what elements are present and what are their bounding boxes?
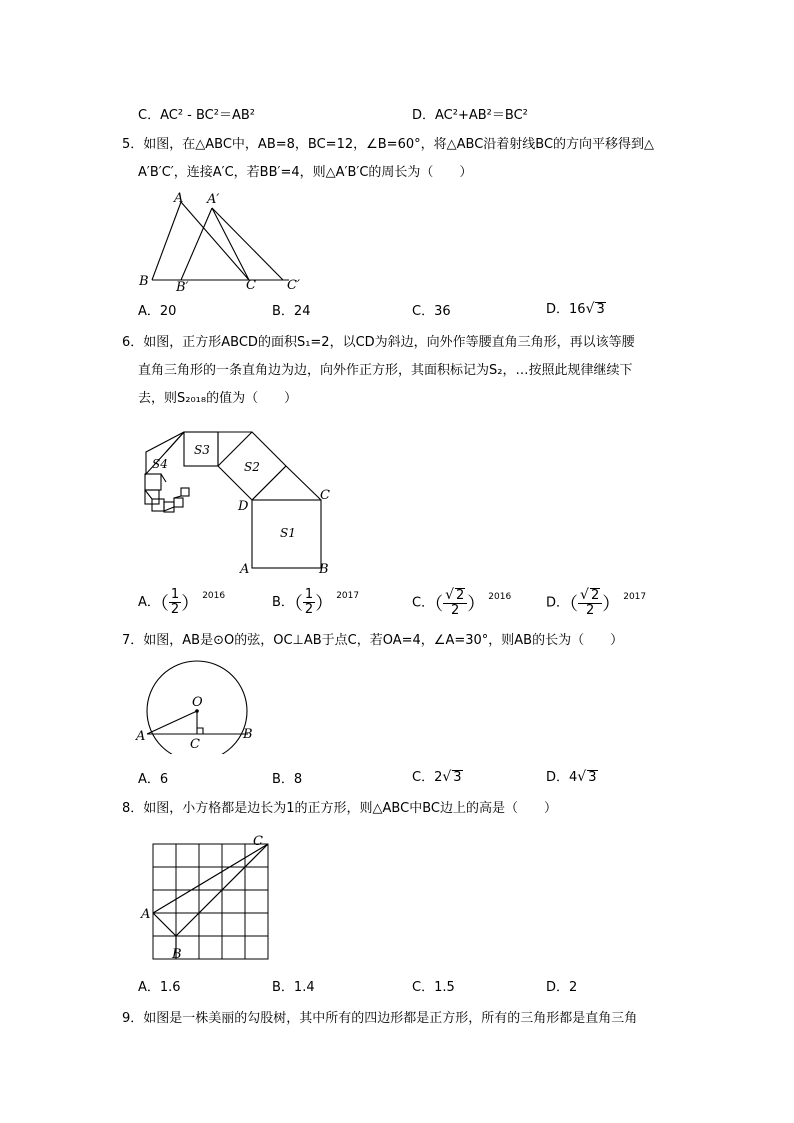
q5-option-d: D．16√ 3 [546,301,605,317]
q6-label-s4: S4 [152,457,168,471]
q8-label-b: B [172,947,182,962]
q6-option-b: B．（ $\frac{1}{2}$ ） $^{2017}$ [272,587,360,617]
q5-label-c-prime: C′ [287,278,300,292]
q7-figure [130,656,266,754]
q8-option-b: B．1.4 [272,980,315,995]
q8-stem: 8．如图，小方格都是边长为1的正方形，则△ABC中BC边上的高是（ ） [122,801,557,816]
q5-stem-line1: 5．如图，在△ABC中，AB=8，BC=12，∠B=60°，将△ABC沿着射线BC的方向平移得到△ [122,137,655,152]
q6-label-d: D [238,499,249,514]
q5-stem-line2: A′B′C′，连接A′C，若BB′=4，则△A′B′C的周长为（ ） [138,165,473,180]
q6-label-a: A [240,562,250,576]
q6-label-s1: S1 [280,526,296,540]
q5-option-c: C．36 [412,304,451,319]
q4-option-c: C．AC² - BC²＝AB² [138,108,255,123]
q7-label-a: A [136,729,146,744]
q7-option-c: C．2√ 3 [412,769,462,785]
q5-label-a: A [174,191,184,206]
q6-label-b: B [319,562,329,576]
q5-label-b-prime: B′ [176,280,189,292]
q7-option-d: D．4√ 3 [546,769,597,785]
q7-option-b: B．8 [272,772,303,787]
q5-label-b: B [139,274,149,289]
q7-label-b: B [243,727,253,742]
q8-option-c: C．1.5 [412,980,455,995]
q7-label-o: O [192,695,203,710]
q5-label-a-prime: A′ [207,192,220,207]
q7-option-a: A．6 [138,772,169,787]
q6-figure [130,426,340,576]
q7-stem: 7．如图，AB是⊙O的弦，OC⊥AB于点C，若OA=4，∠A=30°，则AB的长为（ ） [122,633,624,648]
q5-figure [130,188,320,292]
q6-option-c: C．（ $\frac{√ 2}{2}$ ） $^{2016}$ [412,587,512,618]
q9-stem: 9．如图是一株美丽的勾股树，其中所有的四边形都是正方形，所有的三角形都是直角三角 [122,1011,638,1026]
q4-option-d: D．AC²+AB²＝BC² [412,108,528,123]
q6-stem-line2: 直角三角形的一条直角边为边，向外作正方形，其面积标记为S₂，…按照此规律继续下 [138,363,633,378]
q8-label-c: C [253,834,263,849]
q6-option-a: A．（ $\frac{1}{2}$ ） $^{2016}$ [138,587,226,617]
q6-label-s2: S2 [244,460,260,474]
q8-label-a: A [141,907,151,922]
q8-option-d: D．2 [546,980,578,995]
q6-label-c: C [320,488,330,503]
q6-option-d: D．（ $\frac{√ 2}{2}$ ） $^{2017}$ [546,587,647,618]
q5-option-b: B．24 [272,304,311,319]
q6-stem-line1: 6．如图，正方形ABCD的面积S₁=2，以CD为斜边，向外作等腰直角三角形，再以该等腰 [122,335,635,350]
q5-option-a: A．20 [138,304,177,319]
q6-stem-line3: 去，则S₂₀₁₈的值为（ ） [138,391,298,406]
q6-label-s3: S3 [194,443,210,457]
q8-option-a: A．1.6 [138,980,181,995]
q8-figure [136,830,272,964]
q7-label-c: C [190,737,200,752]
q5-label-c: C [246,278,256,292]
